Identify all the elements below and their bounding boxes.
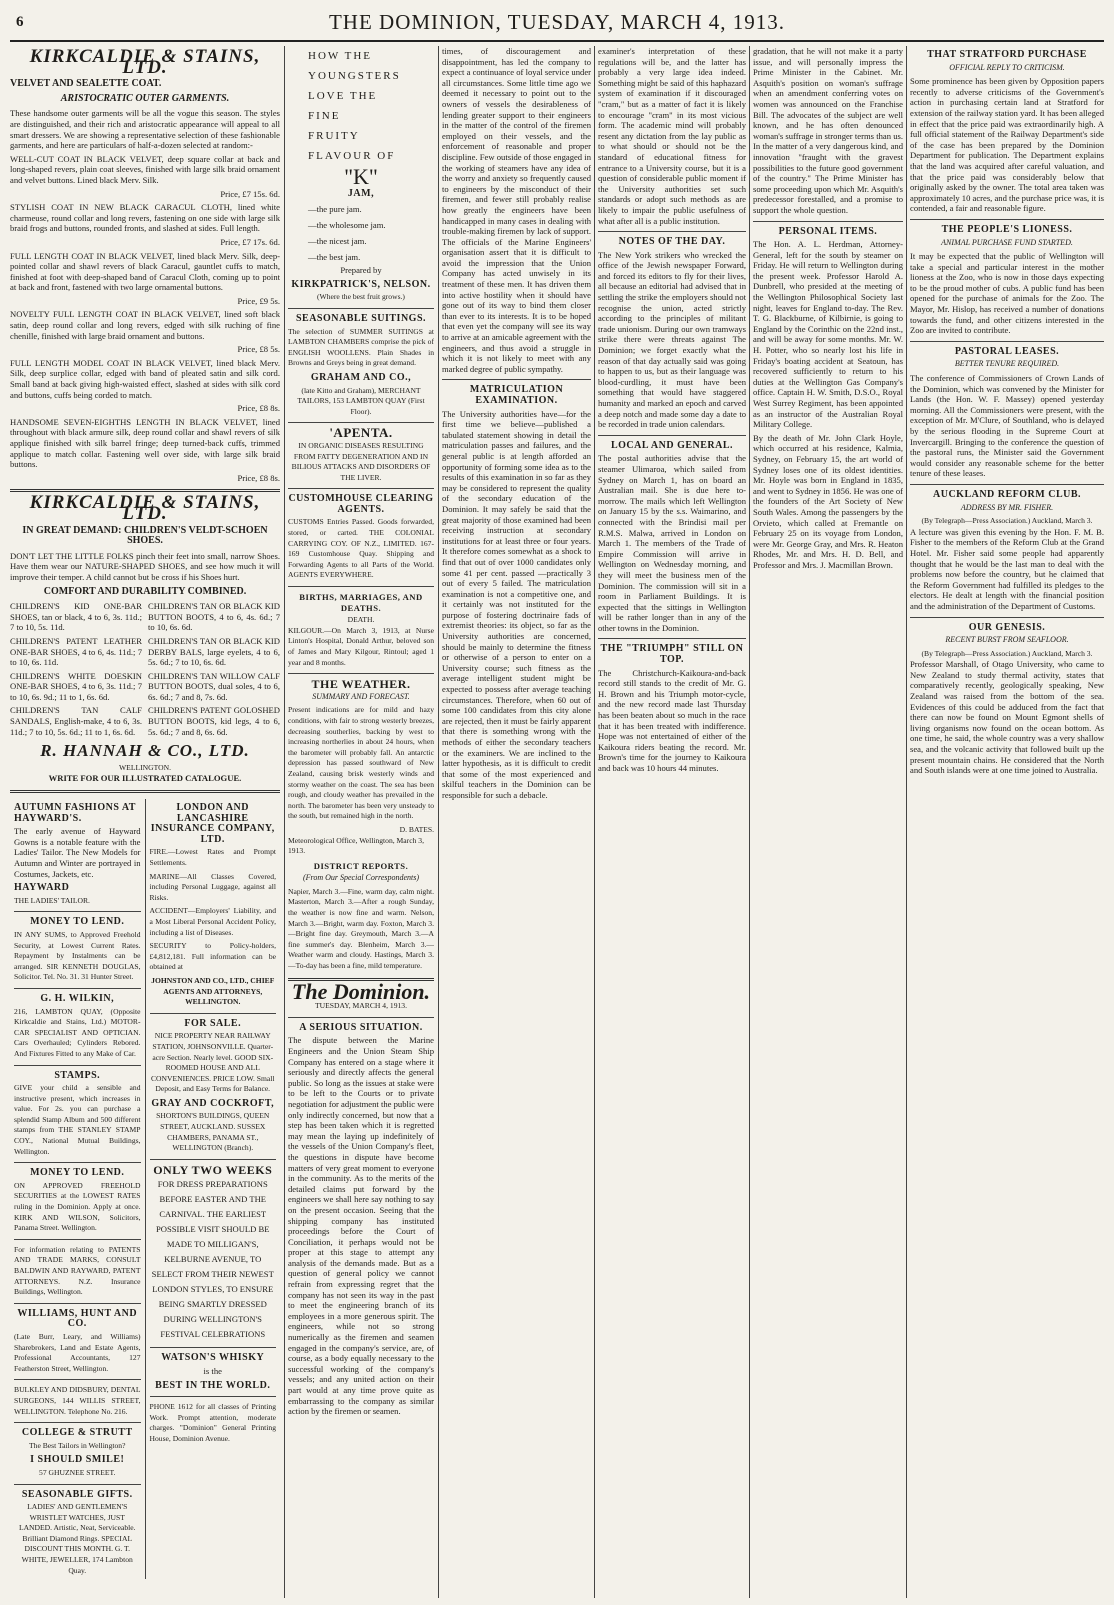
graham-heading: GRAHAM AND CO., [310,371,412,383]
customs-heading: CUSTOMHOUSE CLEARING AGENTS. [288,493,434,515]
forsale-heading: FOR SALE. [184,1017,242,1029]
two-weeks-body: FOR DRESS PREPARATIONS BEFORE EASTER AND THE CARNIVAL. THE EARLIEST POSSIBLE VISIT SHOULD BE MADE TO MILLIGAN'S, KELBURNE AVENUE, TO SELECT FROM THEIR NEWEST LONDON STYLES, TO ENSURE BEING SMARTLY DRESSED DURING WELLINGTON'S FESTIVAL CELEBRATIONS [151,1179,274,1340]
london-heading: LONDON AND LANCASHIRE INSURANCE COMPANY, LTD. [150,802,275,845]
genesis-heading: OUR GENESIS. [968,621,1046,633]
phone-ad: PHONE 1612 for all classes of Printing Work. Prompt attention, moderate charges. "Dominion" General Printing House, Dominion Avenue. [149,1402,276,1443]
lioness-heading: THE PEOPLE'S LIONESS. [941,223,1073,235]
column-6 [910,46,1104,1598]
matriculation-heading: MATRICULATION EXAMINATION. [469,384,564,406]
college-heading: COLLEGE & STRUTT [21,1427,133,1439]
district-heading: DISTRICT REPORTS. [313,860,409,871]
shoe-item: CHILDREN'S TAN OR BLACK KID BUTTON BOOTS, 4 to 6, 4s. 6d.; 7 to 10, 6s. 6d. [148,601,280,633]
divider [150,1159,277,1160]
genesis-subheading: RECENT BURST FROM SEAFLOOR. [945,635,1069,645]
serious-body: The dispute between the Marine Engineers and the Union Steam Ship Company has entered on a stage where it seriously and directly affects the general public. So long as the issues at stake were to be left to the Courts or to private negotiation for adjustment the public were only indirectly concerned, but now that a step has been taken which it is regretted may mean the laying up indefinitely of the vessels of the Union Company's fleet, the questions in dispute have become matters of very great moment to everyone in the community. As to the merits of the detailed claims put forward by the engineers we shall here say nothing to say on the present occasion. Seeing that the shipping company has instituted proceedings before the Court of Conciliation, it perhaps would not be proper at this stage to attempt any analysis of the demands made. But as a question of general policy we cannot refrain from expressing regret that the company has not seen its way in the past to meet the engineering branch of its employees in a more generous spirit. The engineers, while not so strong numerically as the firemen and seamen engaged in the company's service, are, of course, as a body equally necessary to the successful working of the company's vessels; and any united action on their part would at any time prove quite as embarrassing to the company as similar action by the firemen or seamen. [288,1035,434,1417]
column-rule [749,46,750,1598]
graham-sub: (late Kitto and Graham), MERCHANT TAILORS, 153 LAMBTON QUAY (First Floor). [297,385,425,416]
auckland-subheading: ADDRESS BY MR. FISHER. [960,502,1054,512]
wilkin-body: 216, LAMBTON QUAY, (Opposite Kirkcaldie and Stains, Ltd.) MOTOR-CAR SPECIALIST AND OPTICIAN. Cars Overhauled; Cylinders Rebored. And Fixtures Fitted to any Make of Car. [14,1006,141,1058]
watson-best: BEST IN THE WORLD. [155,1379,271,1391]
divider [598,638,746,639]
divider [288,422,434,423]
auckland-heading: AUCKLAND REFORM CLUB. [933,488,1081,500]
births-heading: BIRTHS, MARRIAGES, AND DEATHS. [299,592,423,613]
stratford-subheading: OFFICIAL REPLY TO CRITICISM. [949,62,1065,72]
notes-body: The New York strikers who wrecked the office of the Jewish newspaper Forward, and forced its editors to fly for their lives, all because an editorial had advised that in settling the strike the employers should not recognise the union, acted strictly according to the principles of militant trade unionism. During our own tramways strike there were threats against The Dominion; we forget exactly what the reason of that day actually said was going to happen to us, but as their language was blood-curdling, it must have been something that would have staggered humanity and marked an epoch and carved a deep notch and made some day a date to be recorded in trade union calendars. [598,249,746,430]
page-number: 6 [16,14,24,30]
coat-price: Price, £8 8s. [237,472,280,483]
weather-sign: D. BATES. [399,824,434,834]
divider [14,1162,141,1163]
pastoral-body: The conference of Commissioners of Crown Lands of the Dominion, which was convened by the Minister for Lands (the Hon. W. F. Massey) opened yesterday morning. All the Commissioners were present, with the exception of Mr. M'Clure, of Southland, who is delayed by the serious flooding in the Supreme Court at Invercargill. Bringing to the conference the question of the pastoral runs, the Minister said the Government would consider any reasonable scheme for the better tenure of these leases. [910,373,1104,479]
shoe-item: CHILDREN'S KID ONE-BAR SHOES, tan or black, 4 to 6, 3s. 11d.; 7 to 10, 5s. 11d. [10,601,142,633]
coat-price: Price, £8 5s. [237,344,280,355]
editorial-continued: times, of discouragement and disappointment, has led the company to expect a continuance of loyal service under all circumstances. Some little time ago we deemed it necessary to point out to the owners of vessels the desirableness of lending greater support to their engineers in the matter of the control of the firemen employed on their vessels, and the enforcement of reasonable and proper discipline. Few outside of those engaged in the working of steamers have any idea of the worry and anxiety so frequently caused to engineers by the misconduct of their firemen, and fewer still probably realise how greatly the engineers have been handicapped in many cases in dealing with trouble-making firemen by lack of support. The officials of the Marine Engineers' organisation assert that it is difficult to avoid the impression that the Union Company has acted unwisely in its treatment of these men. It has driven them into active hostility when it should have gone out of its way to bind them closer than ever to its interests. It is to be hoped that even yet the company will see its way to arrive at an amicable agreement with the engineers, and thus avoid a struggle in which it is not likely to meet with any marked degree of public sympathy. [442,46,591,374]
london-line: ACCIDENT—Employers' Liability, and a Most Liberal Personal Accident Policy, including a list of Diseases. [149,906,276,937]
triumph-heading: THE "TRIUMPH" STILL ON TOP. [600,643,744,666]
divider [14,1303,141,1304]
jam-line: FINE [308,110,341,122]
divider [14,1484,141,1485]
kirkpatrick: KIRKPATRICK'S, NELSON. [291,278,431,290]
williams-heading: WILLIAMS, HUNT AND CO. [17,1307,138,1330]
jam-title: JAM, [347,187,375,199]
shoe-item: CHILDREN'S PATENT LEATHER ONE-BAR SHOES, 4 to 6, 4s. 11d.; 7 to 10, 6s. 11d. [10,635,142,668]
money2-heading: MONEY TO LEND. [30,1167,125,1179]
london-agents: JOHNSTON AND CO., LTD., CHIEF AGENTS AND ATTORNEYS, WELLINGTON. [151,975,275,1007]
divider [442,379,591,380]
apenta-body: IN ORGANIC DISEASES RESULTING FROM FATTY DEGENERATION AND IN BILIOUS ATTACKS AND DISORDERS OF THE LIVER. [291,440,431,482]
divider [288,673,434,674]
pastoral-heading: PASTORAL LEASES. [954,345,1060,357]
column-5 [753,46,903,1598]
shoes-heading: IN GREAT DEMAND: CHILDREN'S VELDT-SCHOEN SHOES. [22,524,268,547]
should-sub: 57 GHUZNEE STREET. [39,1467,116,1477]
divider [910,341,1104,342]
shoe-item: CHILDREN'S TAN WILLOW CALF BUTTON BOOTS, dual soles, 4 to 6, 6s. 6d.; 7 and 8, 7s. 6d. [148,670,280,702]
coat-description: WELL-CUT COAT IN BLACK VELVET, deep square collar at back and long-shaped revers, plain coat sleeves, finished with large silk braid ornament and velvet buttons. Lined black Merv. Silk. [10,153,280,185]
matriculation-body: The University authorities have—for the first time we believe—published a tabulated statement showing in detail the matriculation passes and failures, and the general public is at length afforded an opportunity of forming some idea as to the results of this examination in so far as they may be considered to represent the quality of the secondary education of the Dominion. It may safely be said that the great majority of those examined had been receiving instruction at secondary institutions for at least three or four years. It therefore comes somewhat as a shock to find that out of over 1000 candidates only some 41 per cent. passed —practically 3 out of every 5 failed. The matriculation examination is not a competitive one, and it certainly was not instituted for the purpose of fostering doctrinaire fads of extremist theories: its object, so far as the University authorities are concerned, should be mainly to determine the fitness or otherwise of a person to enter on a University course; such fitness as the average intelligent student might be expected to possess after average teaching circumstances. Therefore, when 60 out of some 100 candidates from this city alone are rejected, then it must be fairly apparent that there is something wrong with the methods of either the secondary teachers or the examiners. We are inclined to the latter hypothesis, as it is difficult to credit that some of the most experienced and skilful teachers in the Dominion can be responsible for such a debacle. [442,408,591,800]
coat-description: NOVELTY FULL LENGTH COAT IN BLACK VELVET, lined soft black satin, deep round collar and long revers, edged with silk ruching of fine chenille, finished with large braid ornament and buttons. [10,309,280,341]
column-rule [594,46,595,1598]
lioness-subheading: ANIMAL PURCHASE FUND STARTED. [941,237,1073,247]
hayward-heading: AUTUMN FASHIONS AT HAYWARD'S. [14,802,136,824]
williams-body: (Late Burr, Leary, and Williams) Sharebrokers, Land and Estate Agents, Professional Accountants, 127 Featherston Street, Wellington. [14,1331,141,1373]
divider [288,586,434,587]
serious-heading: A SERIOUS SITUATION. [299,1021,423,1033]
coat-item [10,202,280,247]
watson-is: is the [203,1366,222,1377]
column-3 [442,46,591,1598]
coat-item [10,358,280,414]
coat-price: Price, £9 5s. [237,295,280,306]
jam-line: FLAVOUR OF [308,150,396,162]
patents-ad: For information relating to PATENTS AND TRADE MARKS, CONSULT BALDWIN AND RAYWARD, PATENT ATTORNEYS. N.Z. Insurance Buildings, Wellington. [14,1244,141,1297]
money-heading: MONEY TO LEND. [30,916,125,928]
divider [598,231,746,232]
shoes-intro: DON'T LET THE LITTLE FOLKS pinch their feet into small, narrow Shoes. Have them wear our NATURE-SHAPED SHOES, and see how much it will improve their temper. A child cannot but be cross if his Shoes hurt. [10,550,280,582]
jam-line: YOUNGSTERS [308,70,401,82]
kirkcaldie-heading-2: KIRKCALDIE & STAINS, LTD. [29,492,261,524]
auckland-body: A lecture was given this evening by the Hon. F. M. B. Fisher to the members of the Reform Club at the Grand Hotel. Mr. Fisher said some people had apparently thought that he would be the last man to deal with the problems now before the country, but he claimed that the Reform Government had fulfilled its pledges to the electors. He dealt at length with the financial position and the administration of the Department of Customs. [910,526,1104,611]
hayward-tag: THE LADIES' TAILOR. [14,895,90,905]
coat-item [10,154,280,199]
stamps-heading: STAMPS. [54,1069,101,1081]
shoe-item: CHILDREN'S TAN OR BLACK KID DERBY BALS, large eyelets, 4 to 6, 5s. 6d.; 7 to 10, 6s. 6d. [148,635,280,668]
divider [598,435,746,436]
gray-body: SHORTON'S BUILDINGS, QUEEN STREET, AUCKLAND. SUSSEX CHAMBERS, PANAMA ST., WELLINGTON (Branch). [156,1111,270,1153]
coat-description: HANDSOME SEVEN-EIGHTHS LENGTH IN BLACK VELVET, lined throughout with black armure silk, deep round collar and shawl revers of silk applique finished with silk barrel fringe; deep turned-back cuffs, trimmed applique to match collar. Fastening well over side, with large silk braid buttons. [10,416,280,470]
lioness-body: It may be expected that the public of Wellington will take a special and particular interest in the mother lioness at the Zoo, who is now in those days expecting to be the proud mother of cubs. A public fund has been opened for the purchase of animals for the Zoo. The Mayor, Mr. Hislop, has received a number of donations towards the fund, and other citizens interested in the Zoo are invited to contribute. [910,251,1104,336]
money-body: IN ANY SUMS, to Approved Freehold Security, at Lowest Current Rates. Repayment by Instalments can be arranged. SIR KENNETH DOUGLAS, Solicitor. Tel. No. 31. 31 Hunter Street. [14,929,141,982]
should-heading: I SHOULD SMILE! [30,1454,125,1466]
ads-split [10,799,280,1579]
divider [910,617,1104,618]
coat-item [10,309,280,354]
apenta-heading: 'APENTA. [329,425,393,441]
local-body: The postal authorities advise that the steamer Ulimaroa, which sailed from Sydney on March 1, has on board an Australian mail. She is due here to-morrow. The mails which left Wellington on January 15 by the s.s. Waimarino, and connected with the Brindisi mail per R.M.S. Malwa, arrived in London on March 1. The members of the Trade of Empire Commission will arrive in Wellington on Wednesday morning, and they will meet the business men of the Dominion. The commission will sit in a room in Parliament Buildings. It is expected that the sittings in Wellington will be rather longer than in any of the other towns in the Dominion. [598,453,746,633]
weather-office: Meteorological Office, Wellington, March 3, 1913. [288,835,424,856]
kirkpatrick-sub: (Where the best fruit grows.) [317,292,405,302]
hannah-cta: WRITE FOR OUR ILLUSTRATED CATALOGUE. [48,773,242,784]
hannah-heading: R. HANNAH & CO., LTD. [40,741,250,761]
divider [288,1017,434,1018]
divider [14,1065,141,1066]
coat-price: Price, £7 17s. 6d. [220,236,280,247]
customs-body: CUSTOMS Entries Passed. Goods forwarded, stored, or carted. THE COLONIAL CARRYING COY. OF N.Z., LIMITED. 167-169 Customhouse Quay. Shipping and Forwarding Agents to all Parts of the World. AGENTS EVERYWHERE. [288,517,434,580]
personal-heading: PERSONAL ITEMS. [778,225,878,237]
masthead-rule [10,40,1104,42]
hayward-name: HAYWARD [14,882,70,894]
weather-subheading: SUMMARY AND FORECAST. [312,691,410,701]
personal-body: The Hon. A. L. Herdman, Attorney-General, left for the south by steamer on Friday. He will return to Wellington during the present week. Professor Harold A. Dunbrell, who presided at the meeting of the Wellington Philosophical Society last night, leaves for England to-day. The Rev. T. G. Blackburne, of Kilbirnie, is going to England by the Corinthic on the 22nd inst., and will be away for some months. Mr. W. H. Potter, who so nearly lost his life in Friday's boating accident at Seatoun, has recovered sufficiently to return to his duties at the Wellington Gas Company's office. Captain H. W. Smith, D.S.O., Royal West Surrey Regiment, has been appointed as an instructor of the Australian Royal Military College. [753,239,903,430]
ads-right [145,799,281,1579]
divider [14,1379,141,1380]
death-heading: DEATH. [347,615,375,625]
coat-description: FULL LENGTH COAT IN BLACK VELVET, lined black Merv. Silk, deep-pointed collar and shawl revers of black Caracul, gauntlet cuffs to match, finished at foot with deep-shaped band of Caracul Cloth, coming up to point at back and front, fastened with two large ornamental buttons. [10,250,280,293]
london-line: MARINE—All Classes Covered, including Personal Luggage, against all Risks. [149,871,276,902]
kirkcaldie-heading: KIRKCALDIE & STAINS, LTD. [29,46,261,78]
district-body: Napier, March 3.—Fine, warm day, calm night. Masterton, March 3.—After a rough Sunday, the weather is now fine and warm. Nelson, March 3.—Bright, warm day. Foxton, March 3.—Bright fine day. Greymouth, March 3.—A fine summer's day. Blenheim, March 3.—Weather warm and cloudy. Hastings, March 3.—To-day has been a fine, mild temperature. [288,886,434,971]
jam-qualities [288,201,434,265]
auckland-press: (By Telegraph—Press Association.) Auckland, March 3. [921,516,1093,526]
london-line: SECURITY to Policy-holders, £4,812,181. Full information can be obtained at [149,941,276,972]
seasonable-heading: SEASONABLE GIFTS. [21,1488,133,1500]
masthead [0,0,1114,42]
triumph-body: The Christchurch-Kaikoura-and-back record still stands to the credit of Mr. G. H. Brown and his Triumph motor-cycle, and the new record made last Thursday has been beaten about so much in the race that it has been treated with indifference. Hope was not entertained of either of the Kaikoura riders beating the record. Mr. Brown's time for the journey to Kaikoura and back was 10 hours 44 minutes. [598,667,746,773]
shoes-left [10,601,142,740]
divider [910,219,1104,220]
jam-quality: —the wholesome jam. [308,220,386,231]
shoe-item: CHILDREN'S PATENT GOLOSHED BUTTON BOOTS, kid legs, 4 to 6, 5s. 6d.; 7 and 8, 6s. 6d. [148,705,280,737]
hayward-body: The early avenue of Hayward Gowns is a notable feature with the Ladies' Tailor. The New Models for Autumn and Winter are portrayed in Costumes, Jackets, etc. [14,826,141,879]
divider [150,1347,277,1348]
divider [14,1422,141,1423]
coat-price: Price, £7 15s. 6d. [220,188,280,199]
weather-body: Present indications are for mild and hazy conditions, with fair to strong westerly breezes, decreasing southerlies, backing by west to increasing northerlies in about 24 hours, when the barometer will probably fall. An antarctic depression has passed southward of New Zealand, causing brisk westerly winds and stormy weather on the coast. The sea has been rough, and cloudy weather has prevailed in the north. The barometer has been very unsteady to the south, but remained high in the north. [288,705,434,821]
local-heading: LOCAL AND GENERAL. [610,439,734,451]
coat-item [10,251,280,307]
column-rule [438,46,439,1598]
london-line: FIRE.—Lowest Rates and Prompt Settlements. [149,847,276,867]
stratford-heading: THAT STRATFORD PURCHASE [927,49,1087,60]
death-notice: KILGOUR.—On March 3, 1913, at Nurse Linton's Hospital, Donald Arthur, beloved son of James and Mary Kilgour, Rintoul; aged 1 year and 8 months. [288,625,434,667]
coat-description: FULL LENGTH MODEL COAT IN BLACK VELVET, lined black Merv. Silk, deep surplice collar, edged with band of pleated satin and silk cord. Small band at back giving high-waisted effect, slashed at sides with silk cord and buttons, cuffs being corded to match. [10,357,280,400]
shoe-item: CHILDREN'S TAN CALF SANDALS, English-make, 4 to 6, 3s. 11d.; 7 to 10, 5s. 6d.; 11 to 1, 6s. 6d. [10,705,142,737]
divider [753,221,903,222]
genesis-body: Professor Marshall, of Otago University, who came to New Zealand to study thermal activity, states that comparatively recently, geologically speaking, New Zealand was raised from the bottom of the sea. Evidences of this could be adduced from the fact that there can now be found on Mount Egmont shells of living organisms now found on the ocean bottom. As one time, he said, the whole country was a very shallow sea, and the volcanic activity that followed built up the present mountain chains. He considered that the North and South islands were at one time joined to Australia. [910,659,1104,776]
coat-description: STYLISH COAT IN NEW BLACK CARACUL CLOTH, lined white charmeuse, round collar and long revers, fastening on one side with large silk braid frogs and buttons, rounded fronts, and slashed at sides. Full length. [10,202,280,234]
coat-item [10,417,280,484]
coat-list [10,154,280,484]
gray-heading: GRAY AND COCKROFT, [151,1097,275,1109]
matriculation-continued: examiner's interpretation of these regulations will be, and the latter has probably a very large idea indeed. Something might be said of this haphazard system of examination if it discouraged "cram," but as a matter of fact it is likely to encourage "cram" in its most vicious form. The academic mind will probably resent any dictation from the lay public as to what should or should not be the standard of educational fitness for entrance to a University course, but it is a question of considerable public moment if the University authorities set such standards or adopt such methods as are likely to impair the public usefulness of what after all is a public institution. [598,46,746,226]
column-rule [906,46,907,1598]
divider [288,488,434,489]
shoe-item: CHILDREN'S WHITE DOESKIN ONE-BAR SHOES, 4 to 6, 3s. 11d.; 7 to 10, 6s. 9d.; 11 to 1, 6s. 6d. [10,670,142,702]
ads-column [10,46,280,1598]
seasonable-body: LADIES' AND GENTLEMEN'S WRISTLET WATCHES, JUST LANDED. Artistic, Neat, Serviceable. Brilliant Diamond Rings. SPECIAL DISCOUNT THIS MONTH. G. T. WHITE, JEWELLER, 174 Lambton Quay. [18,1502,136,1575]
jam-quality: —the nicest jam. [308,236,367,247]
shoes-right [148,601,280,740]
divider [14,911,141,912]
jam-ad-lines [288,46,434,166]
jam-line: HOW THE [308,50,373,62]
shoes-list [10,601,280,740]
k-brand: "K" [344,164,378,189]
column-rule [284,46,285,1598]
dominion-date: TUESDAY, MARCH 4, 1913. [315,1001,407,1011]
coat-price: Price, £8 8s. [237,403,280,414]
stratford-body: Some prominence has been given by Opposition papers recently to adverse criticisms of the Government's action in purchasing certain land at Stratford for extension of the railway station yard. It has been alleged in effect that the price paid was extraordinarily high. A full official statement of the Railway Department's side of the case has been prepared by the Dominion Department for publication. The Department explains that the land was acquired after careful valuation, and that the price paid was considerably below that originally asked by the owner. The total area taken was approximately 10 acres, and the purchase price was, it is contended, a fair and reasonable figure. [910,76,1104,214]
divider [150,1013,277,1014]
pastoral-subheading: BETTER TENURE REQUIRED. [954,359,1060,369]
two-weeks-heading: ONLY TWO WEEKS [153,1162,273,1177]
jam-line: FRUITY [308,130,360,142]
comfort-heading: COMFORT AND DURABILITY COMBINED. [43,585,247,597]
velvet-intro: These handsome outer garments will be all the vogue this season. The styles are distinguished, and their rich and aristocratic appearance will appeal to all smart dressers. We are showing a representative selection of these fashionable garments, and here are particulars of half-a-dozen selected at random:- [10,108,280,151]
dominion-nameplate: The Dominion. [291,978,431,1004]
column-2 [288,46,434,1598]
velvet-heading: VELVET AND SEALETTE COAT. [10,78,162,90]
divider [910,484,1104,485]
money2-body: ON APPROVED FREEHOLD SECURITIES at the LOWEST RATES ruling in the Dominion. Apply at once. KIRK AND WILSON, Solicitors, Panama Street. Wellington. [14,1180,141,1233]
jam-line: LOVE THE [308,90,378,102]
hannah-town: WELLINGTON. [119,762,171,772]
college-sub: The Best Tailors in Wellington? [29,1440,126,1450]
suffrage-continued: gradation, that he will not make it a party issue, and will personally impress the Prime Minister in the Cabinet. Mr. Asquith's position on woman's suffrage when an amendment conferring votes on women was announced on the Franchise Bill. The advocates of the subject are well known, and he has often denounced woman's suffrage in stronger terms than us. In the matter of a very dangerous kind, and innovation "fraught with the gravest possibilities to the future good government of the country." The Prime Minister has some proceeding upon which Mr. Asquith's predecessor forestalled, and a promise to support the whole question. [753,46,903,215]
weather-heading: THE WEATHER. [311,677,411,692]
wilkin-heading: G. H. WILKIN, [40,992,115,1004]
divider [10,790,280,793]
jam-quality: —the pure jam. [308,204,362,215]
prepared-by: Prepared by [340,265,382,276]
stamps-body: GIVE your child a sensible and instructive present, which increases in value. For 2s. you can purchase a splendid Stamp Album and 500 different stamps from THE STANLEY STAMP COY., National Mutual Buildings, Wellington. [14,1083,141,1156]
ads-left [10,799,145,1579]
suitings-body: The selection of SUMMER SUITINGS at LAMBTON CHAMBERS comprise the pick of ENGLISH WOOLLENS. Plain Shades in Browns and Greys being in great demand. [288,326,434,368]
divider [14,988,141,989]
suitings-heading: SEASONABLE SUITINGS. [295,312,427,324]
divider [150,1396,277,1397]
velvet-subheading: ARISTOCRATIC OUTER GARMENTS. [60,92,230,104]
divider [14,1239,141,1240]
watson-heading: WATSON'S WHISKY [161,1352,265,1364]
bulkley-ad: BULKLEY AND DIDSBURY, DENTAL SURGEONS, 144 WILLIS STREET, WELLINGTON. Telephone No. 216. [14,1385,141,1416]
jam-quality: —the best jam. [308,252,361,263]
page-title: THE DOMINION, TUESDAY, MARCH 4, 1913. [328,10,786,34]
column-4 [598,46,746,1598]
divider [288,308,434,309]
notes-heading: NOTES OF THE DAY. [618,236,726,248]
forsale-body: NICE PROPERTY NEAR RAILWAY STATION, JOHNSONVILLE. Quarter-acre Section. Nearly level. GOOD SIX-ROOMED HOUSE AND ALL CONVENIENCES. PRICE LOW. Small Deposit, and Easy Terms for Balance. [150,1031,275,1094]
district-subheading: (From Our Special Correspondents) [302,873,420,883]
personal-body-2: By the death of Mr. John Clark Hoyle, which occurred at his residence, Kalmia, Sydney, on February 15, the art world of Sydney loses one of its oldest identities. Mr. Hoyle was born in England in 1835, and went to Sydney in 1856. He was one of the founders of the Art Society of New South Wales. Among the passengers by the Orvieto, which called at Fremantle on February 25 on its voyage from London, were Mr. George Gray, and Mrs. R. Heaton Rhodes, Mr. and Mrs. H. D. Bell, and Professor and Mrs. J. Macmillan Brown. [753,432,903,570]
genesis-press: (By Telegraph—Press Association.) Auckland, March 3. [921,648,1093,658]
